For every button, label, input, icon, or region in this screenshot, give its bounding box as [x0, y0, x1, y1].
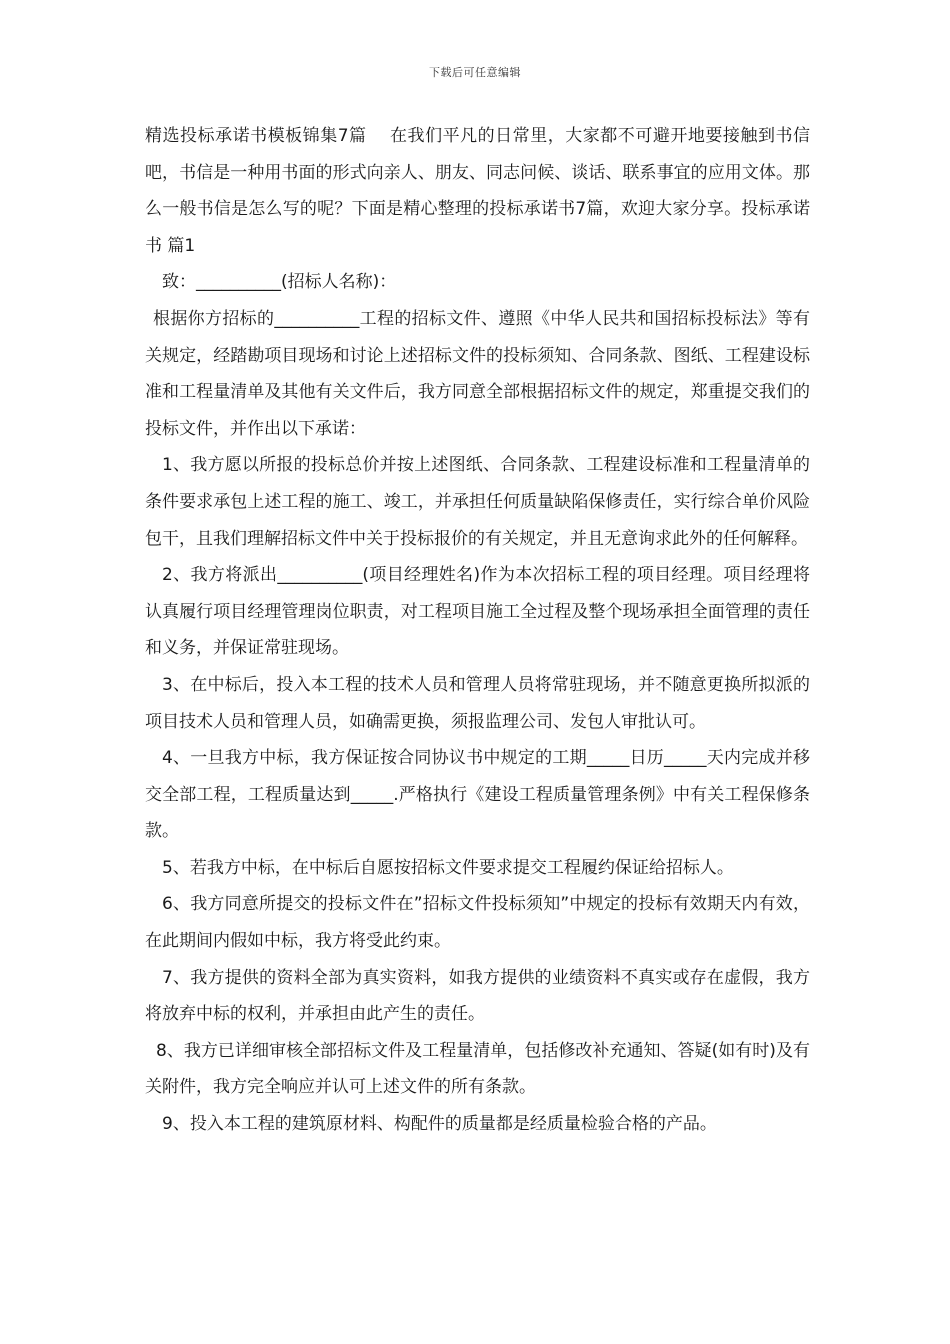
commitment-item-4: 4、一旦我方中标，我方保证按合同协议书中规定的工期_____日历_____天内完成并移交全部工程，工程质量达到_____.严格执行《建设工程质量管理条例》中有关工程保修条款。	[145, 748, 810, 842]
intro-paragraph: 精选投标承诺书模板锦集7篇 在我们平凡的日常里，大家都不可避开地要接触到书信吧，书信是一种用书面的形式向亲人、朋友、同志问候、谈话、联系事宜的应用文体。那么一般书信是怎么写的呢？下面是精心整理的投标承诺书7篇，欢迎大家分享。投标承诺书 篇1	[145, 126, 810, 256]
document-body	[145, 118, 810, 1143]
commitment-item-3: 3、在中标后，投入本工程的技术人员和管理人员将常驻现场，并不随意更换所拟派的项目技术人员和管理人员，如确需更换，须报监理公司、发包人审批认可。	[145, 674, 810, 732]
commitment-item-9: 9、投入本工程的建筑原材料、构配件的质量都是经质量检验合格的产品。	[162, 1114, 717, 1135]
commitment-item-2: 2、我方将派出__________(项目经理姓名)作为本次招标工程的项目经理。项目经理将认真履行项目经理管理岗位职责，对工程项目施工全过程及整个现场承担全面管理的责任和义务，并保证常驻现场。	[145, 565, 810, 659]
commitment-item-8: 8、我方已详细审核全部招标文件及工程量清单，包括修改补充通知、答疑(如有时)及有关附件，我方完全响应并认可上述文件的所有条款。	[145, 1040, 810, 1098]
commitment-item-1: 1、我方愿以所报的投标总价并按上述图纸、合同条款、工程建设标准和工程量清单的条件要求承包上述工程的施工、竣工，并承担任何质量缺陷保修责任，实行综合单价风险包干，且我们理解招标文件中关于投标报价的有关规定，并且无意询求此外的任何解释。	[145, 455, 810, 549]
commitment-item-6: 6、我方同意所提交的投标文件在”招标文件投标须知”中规定的投标有效期天内有效，在此期间内假如中标，我方将受此约束。	[145, 894, 810, 952]
page-header: 下载后可任意编辑	[429, 66, 521, 79]
commitment-item-5: 5、若我方中标，在中标后自愿按招标文件要求提交工程履约保证给招标人。	[162, 857, 734, 878]
addressee-line: 致：__________(招标人名称)：	[162, 272, 397, 293]
body-paragraph: 根据你方招标的__________工程的招标文件、遵照《中华人民共和国招标投标法》等有关规定，经踏勘项目现场和讨论上述招标文件的投标须知、合同条款、图纸、工程建设标准和工程量清单及其他有关文件后，我方同意全部根据招标文件的规定，郑重提交我们的投标文件，并作出以下承诺：	[145, 308, 810, 439]
commitment-item-7: 7、我方提供的资料全部为真实资料，如我方提供的业绩资料不真实或存在虚假，我方将放弃中标的权利，并承担由此产生的责任。	[145, 967, 810, 1025]
